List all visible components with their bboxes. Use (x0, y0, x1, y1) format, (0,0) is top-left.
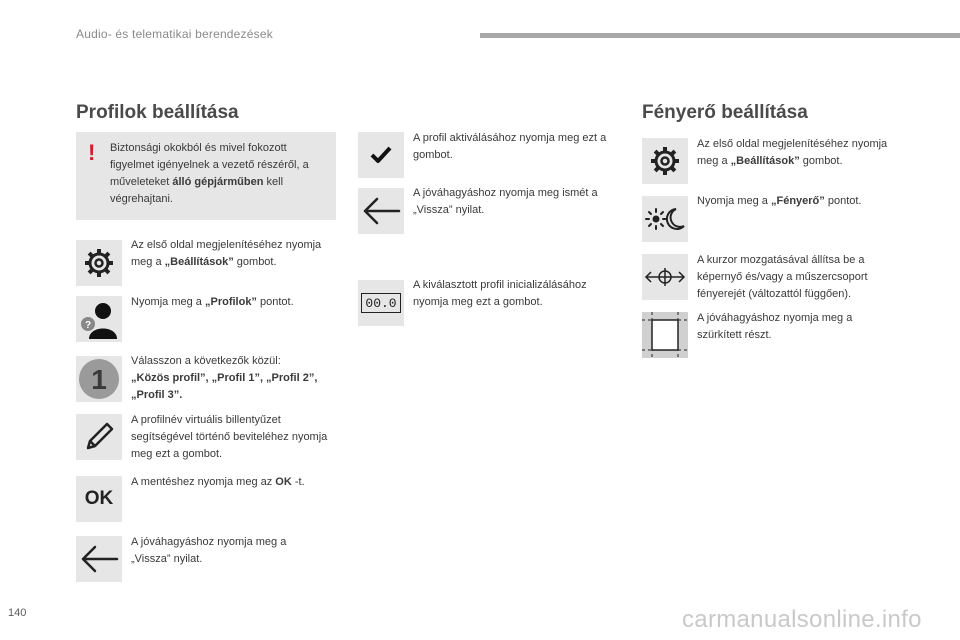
back-arrow-icon (358, 188, 404, 234)
checkmark-icon (358, 132, 404, 178)
step-profiles-text: Nyomja meg a „Profilok” pontot. (131, 296, 294, 308)
step-name-text: A profilnév virtuális billentyűzet segítségével történő beviteléhez nyomja meg ezt a gombot. (131, 414, 328, 460)
profiles-section-title: Profilok beállítása (76, 102, 239, 123)
pencil-icon (76, 414, 122, 460)
warning-exclamation-icon: ! (88, 140, 96, 165)
svg-text:?: ? (84, 320, 92, 331)
step-settings-text: Az első oldal megjelenítéséhez nyomja meg a „Beállítások” gombot. (131, 239, 322, 268)
brightness-step-settings-text: Az első oldal megjelenítéséhez nyomja meg a „Beállítások” gombot. (697, 138, 888, 167)
safety-warning-box (76, 132, 336, 220)
number-one-icon (76, 356, 122, 402)
step-activate-text: A profil aktiválásához nyomja meg ezt a gombot. (413, 132, 607, 161)
svg-text:1: 1 (91, 364, 107, 395)
reset-counter-icon: 00.0 (358, 280, 404, 326)
brightness-step-menu-text: Nyomja meg a „Fényerő” pontot. (697, 195, 862, 207)
header-title: Audio- és telematikai berendezések (76, 27, 273, 41)
brightness-step-slider-text: A kurzor mozgatásával állítsa be a képernyő és/vagy a műszercsoport fényerejét (változattól függően). (697, 254, 868, 300)
brightness-section-title: Fényerő beállítása (642, 102, 808, 123)
sun-moon-icon (642, 196, 688, 242)
watermark: carmanualsonline.info (682, 606, 922, 633)
step-select-profile-text: Válasszon a következők közül: „Közös profil”, „Profil 1”, „Profil 2”, „Profil 3”. (131, 355, 318, 401)
settings-gear-icon (76, 240, 122, 286)
step-reset-text: A kiválasztott profil inicializálásához nyomja meg ezt a gombot. (413, 279, 587, 308)
step-save-text: A mentéshez nyomja meg az OK -t. (131, 476, 305, 488)
header-bar (480, 33, 960, 38)
step-back-text: A jóváhagyáshoz nyomja meg a „Vissza” nyilat. (131, 536, 287, 565)
safety-warning-text: Biztonsági okokból és mivel fokozott figyelmet igényelnek a vezető részéről, a műveleteket álló gépjárműben kell végrehajtani. (110, 142, 309, 205)
back-arrow-icon (76, 536, 122, 582)
step-back-again-text: A jóváhagyáshoz nyomja meg ismét a „Vissza” nyilat. (413, 187, 598, 216)
profile-question-icon (76, 296, 122, 342)
page-number: 140 (8, 607, 27, 619)
settings-gear-icon (642, 138, 688, 184)
ok-icon: OK (76, 476, 122, 522)
grey-area-icon (642, 312, 688, 358)
brightness-step-confirm-text: A jóváhagyáshoz nyomja meg a szürkített részt. (697, 312, 853, 341)
slider-cursor-icon (642, 254, 688, 300)
